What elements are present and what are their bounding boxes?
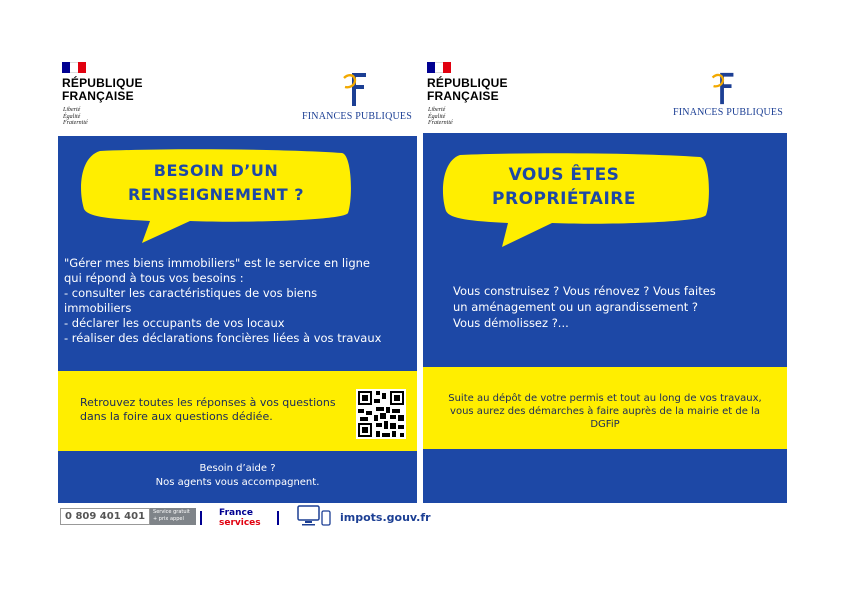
left-speech-bubble <box>80 149 352 245</box>
republic-title: RÉPUBLIQUE FRANÇAISE <box>427 76 508 103</box>
qr-code-icon[interactable] <box>356 389 406 439</box>
left-body-text: "Gérer mes biens immobiliers" est le service en ligne qui répond à tous vos besoins : - consulter les caractéristiques de vos biens immobiliers - déclarer les occupants de vos locaux - réaliser des déclarations foncières liées à vos travaux <box>64 256 382 345</box>
right-bubble-title: VOUS ÊTES PROPRIÉTAIRE <box>492 165 636 209</box>
phone-number[interactable] <box>60 508 196 525</box>
footer-divider-2 <box>277 511 279 525</box>
left-header <box>58 58 418 138</box>
notice-text: Suite au dépôt de votre permis et tout au long de vos travaux, vous aurez des démarches à faire auprès de la mairie et de la DGFiP <box>448 393 762 430</box>
republic-motto: Liberté Égalité Fraternité <box>428 107 453 126</box>
footer-divider-1 <box>200 511 202 525</box>
france-services-logo[interactable]: France services <box>219 508 261 528</box>
finances-publiques-label: FINANCES PUBLIQUES <box>673 107 784 118</box>
right-speech-bubble <box>442 153 710 249</box>
marianne-flag-icon <box>427 62 451 73</box>
finances-publiques-label: FINANCES PUBLIQUES <box>302 111 413 122</box>
left-bubble-title: BESOIN D’UN RENSEIGNEMENT ? <box>127 161 304 204</box>
phone-icon <box>321 510 331 526</box>
computer-icon <box>297 505 321 527</box>
republic-title: RÉPUBLIQUE FRANÇAISE <box>62 76 143 103</box>
website-link[interactable]: impots.gouv.fr <box>340 511 431 524</box>
finances-publiques-logo-icon <box>708 70 738 106</box>
faq-text: Retrouvez toutes les réponses à vos questions dans la foire aux questions dédiée. <box>80 396 336 423</box>
marianne-flag-icon <box>62 62 86 73</box>
phone-number-text: 0 809 401 401 <box>60 508 150 525</box>
phone-badge: Service gratuit + prix appel <box>150 508 196 525</box>
republic-motto: Liberté Égalité Fraternité <box>63 107 88 126</box>
finances-publiques-logo-icon <box>340 70 370 108</box>
help-text: Besoin d’aide ? Nos agents vous accompagnent. <box>155 463 320 488</box>
right-header <box>423 58 787 138</box>
right-body-text: Vous construisez ? Vous rénovez ? Vous faites un aménagement ou un agrandissement ? Vous démolissez ?... <box>453 284 716 330</box>
